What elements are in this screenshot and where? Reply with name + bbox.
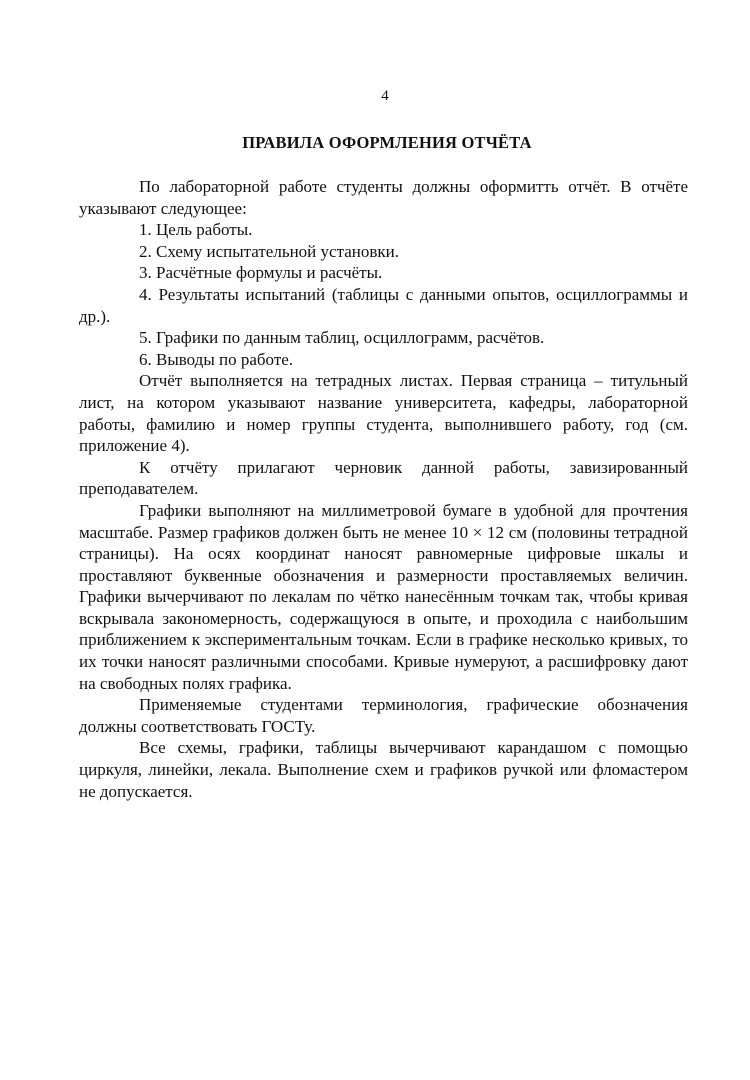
list-item-4: 4. Результаты испытаний (таблицы с данными опытов, осциллограммы и др.).	[79, 284, 688, 326]
paragraph-drawing-tools: Все схемы, графики, таблицы вычерчивают карандашом с помощью циркуля, линейки, лекала. Выполнение схем и графиков ручкой или фломастером не допускается.	[79, 738, 688, 801]
paragraph-draft: К отчёту прилагают черновик данной работы, завизированный преподавателем.	[79, 457, 688, 499]
page-number: 4	[381, 88, 389, 104]
list-item-2: 2. Схему испытательной установки.	[139, 241, 399, 261]
list-item-6: 6. Выводы по работе.	[139, 349, 294, 369]
list-item-1: 1. Цель работы.	[139, 220, 253, 240]
body-text	[79, 176, 688, 802]
paragraph-title-page: Отчёт выполняется на тетрадных листах. Первая страница – титульный лист, на котором указывают название университета, кафедры, лабораторной работы, фамилию и номер группы студента, выполнившего работу, год (см. приложение 4).	[79, 371, 688, 456]
list-item-3: 3. Расчётные формулы и расчёты.	[139, 263, 383, 283]
list-item-5: 5. Графики по данным таблиц, осциллограмм, расчётов.	[139, 328, 545, 348]
section-title: ПРАВИЛА ОФОРМЛЕНИЯ ОТЧЁТА	[242, 133, 532, 152]
paragraph-graphs: Графики выполняют на миллиметровой бумаге в удобной для прочтения масштабе. Размер графиков должен быть не менее 10 × 12 см (половины тетрадной страницы). На осях координат наносят равномерные цифровые шкалы и проставляют буквенные обозначения и размерности проставляемых величин. Графики вычерчивают по лекалам по чётко нанесённым точкам так, чтобы кривая вскрывала закономерность, содержащуюся в опыте, и проходила с наибольшим приближением к экспериментальным точкам. Если в графике несколько кривых, то их точки наносят различными способами. Кривые нумеруют, а расшифровку дают на свободных полях графика.	[79, 500, 688, 693]
intro-paragraph: По лабораторной работе студенты должны оформитть отчёт. В отчёте указывают следующее:	[79, 177, 688, 218]
paragraph-terminology: Применяемые студентами терминология, графические обозначения должны соответствовать ГОСТу.	[79, 695, 688, 736]
